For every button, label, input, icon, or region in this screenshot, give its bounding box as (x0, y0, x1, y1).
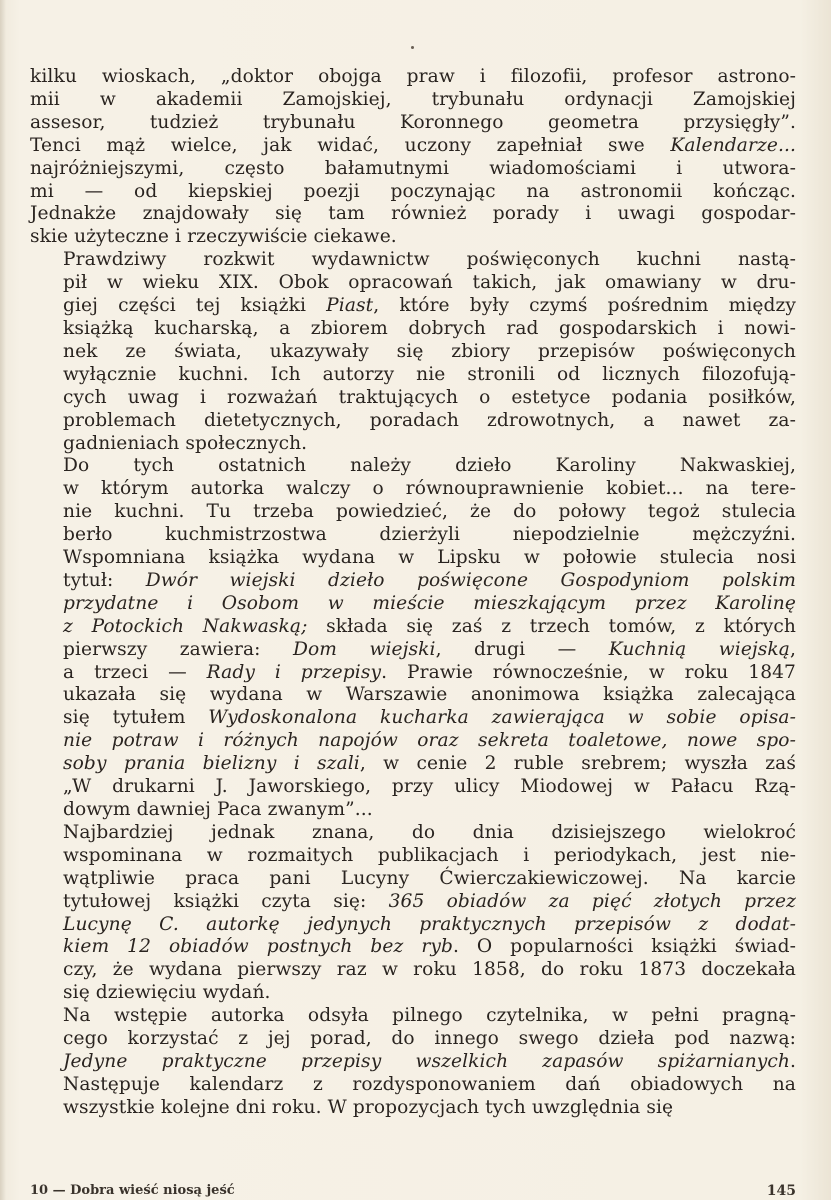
text-line: tytuł: Dwór wiejski dzieło poświęcone Gospodyniom polskim (63, 569, 796, 591)
text-line: nie potraw i różnych napojów oraz sekreta toaletowe, nowe spo- (63, 730, 796, 752)
text-line: się tytułem Wydoskonalona kucharka zawierająca w sobie opisa- (63, 707, 796, 729)
text-line: Prawdziwy rozkwit wydawnictw poświęconych kuchni nastą- (63, 249, 796, 271)
text-line: Lucynę C. autorkę jedynych praktycznych przepisów z dodat- (63, 913, 796, 935)
text-line: skie użyteczne i rzeczywiście ciekawe. (30, 226, 397, 248)
text-line: cych uwag i rozważań traktujących o estetyce podania posiłków, (63, 386, 796, 408)
text-line: z Potockich Nakwaską; składa się zaś z trzech tomów, z których (63, 615, 796, 637)
text-line: wyłącznie kuchni. Ich autorzy nie stronili od licznych filozofują- (63, 363, 796, 385)
text-line: Na wstępie autorka odsyła pilnego czytelnika, w pełni pragną- (63, 1005, 796, 1027)
text-line: wątpliwie praca pani Lucyny Ćwierczakiewiczowej. Na karcie (63, 867, 796, 889)
text-line: czy, że wydana pierwszy raz w roku 1858, do roku 1873 doczekała (63, 959, 796, 981)
text-line: nie kuchni. Tu trzeba powiedzieć, że do połowy tegoż stulecia (63, 501, 796, 523)
print-speck (411, 46, 414, 49)
text-line: Następuje kalendarz z rozdysponowaniem dań obiadowych na (63, 1073, 796, 1095)
paragraph (30, 249, 796, 455)
text-line: przydatne i Osobom w mieście mieszkającym przez Karolinę (63, 592, 796, 614)
page-binding-shadow (0, 0, 6, 1200)
text-line: „W drukarni J. Jaworskiego, przy ulicy Miodowej w Pałacu Rzą- (63, 776, 796, 798)
text-line: dowym dawniej Paca zwanym”... (63, 799, 373, 820)
text-line: tytułowej książki czyta się: 365 obiadów za pięć złotych przez (63, 890, 796, 912)
text-line: kiem 12 obiadów postnych bez ryb. O popularności książki świad- (63, 936, 796, 958)
text-line: nek ze świata, ukazywały się zbiory przepisów poświęconych (63, 340, 796, 362)
paragraph (30, 66, 796, 249)
text-line: assesor, tudzież trybunału Koronnego geometra przysięgły”. (30, 111, 796, 133)
text-line: problemach dietetycznych, poradach zdrowotnych, a nawet za- (63, 409, 796, 431)
text-line: kilku wioskach, „doktor obojga praw i filozofii, profesor astrono- (30, 66, 796, 87)
text-line: mii w akademii Zamojskiej, trybunału ordynacji Zamojskiej (30, 88, 796, 110)
text-line: w którym autorka walczy o równouprawnienie kobiet... na tere- (63, 478, 796, 500)
text-line: Do tych ostatnich należy dzieło Karoliny Nakwaskiej, (63, 455, 796, 477)
text-line: Tenci mąż wielce, jak widać, uczony zapełniał swe Kalendarze... (30, 134, 796, 156)
text-line: książką kucharską, a zbiorem dobrych rad gospodarskich i nowi- (63, 317, 796, 339)
text-line: się dziewięciu wydań. (63, 982, 271, 1004)
text-line: giej części tej książki Piast, które były czymś pośrednim między (63, 295, 796, 317)
text-line: cego korzystać z jej porad, do innego swego dzieła pod nazwą: (63, 1028, 796, 1050)
page-number: 145 (766, 1183, 796, 1199)
body-text (30, 66, 796, 1120)
text-line: Wspomniana książka wydana w Lipsku w połowie stulecia nosi (63, 547, 796, 569)
text-line: gadnieniach społecznych. (63, 432, 308, 454)
paragraph (30, 1005, 796, 1120)
text-line: ukazała się wydana w Warszawie anonimowa książka zalecająca (63, 684, 796, 706)
text-line: berło kuchmistrzostwa dzierżyli niepodzielnie mężczyźni. (63, 524, 796, 546)
text-line: Jedyne praktyczne przepisy wszelkich zapasów spiżarnianych. (63, 1050, 796, 1072)
text-line: pierwszy zawiera: Dom wiejski, drugi — Kuchnią wiejską, (63, 638, 796, 660)
text-line: mi — od kiepskiej poezji poczynając na astronomii kończąc. (30, 180, 796, 202)
paragraph (30, 822, 796, 1005)
text-line: najróżniejszymi, często bałamutnymi wiadomościami i utwora- (30, 157, 796, 179)
text-line: pił w wieku XIX. Obok opracowań takich, jak omawiany w dru- (63, 272, 796, 294)
text-line: a trzeci — Rady i przepisy. Prawie równocześnie, w roku 1847 (63, 661, 796, 683)
text-line: wspominana w rozmaitych publikacjach i periodykach, jest nie- (63, 844, 796, 866)
text-line: wszystkie kolejne dni roku. W propozycjach tych uwzględnia się (63, 1096, 674, 1118)
printer-signature: 10 — Dobra wieść niosą jeść (30, 1183, 235, 1198)
text-line: Jednakże znajdowały się tam również porady i uwagi gospodar- (30, 203, 796, 225)
paragraph (30, 455, 796, 822)
text-line: Najbardziej jednak znana, do dnia dzisiejszego wielokroć (63, 821, 796, 843)
text-line: soby prania bielizny i szali, w cenie 2 ruble srebrem; wyszła zaś (63, 753, 796, 775)
